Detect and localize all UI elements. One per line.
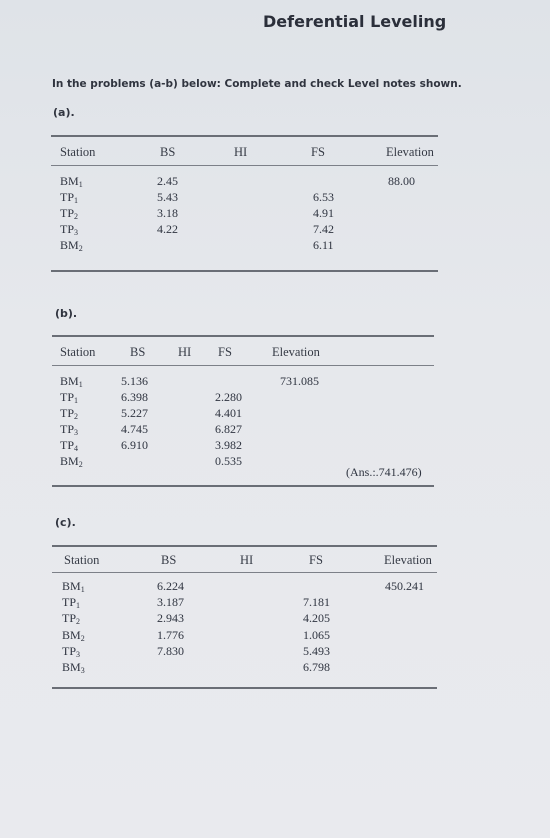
station-cell [62, 660, 85, 675]
bs-cell: 5.227 [121, 406, 148, 420]
column-header: FS [309, 553, 323, 567]
column-header: FS [311, 145, 325, 159]
table-rule [52, 365, 434, 366]
station-name: TP [60, 422, 75, 436]
column-header: Elevation [272, 345, 320, 359]
table-rule [51, 270, 438, 272]
bs-cell: 5.43 [157, 190, 178, 204]
table-rule [51, 165, 438, 166]
station-cell [60, 174, 83, 189]
station-name: BM [60, 238, 79, 252]
bs-cell: 5.136 [121, 374, 148, 388]
fs-cell: 7.181 [303, 595, 330, 610]
table-rule [52, 485, 434, 487]
station-subscript: 2 [74, 212, 79, 221]
station-subscript: 2 [78, 460, 83, 469]
station-cell [60, 454, 83, 469]
station-cell [60, 438, 78, 453]
column-header: HI [234, 145, 248, 159]
table-rule [51, 135, 438, 137]
problem-label: (c). [55, 516, 76, 529]
table-rule [52, 335, 434, 337]
bs-cell: 4.745 [121, 422, 148, 436]
station-cell [60, 206, 78, 221]
station-name: TP [60, 390, 75, 404]
station-cell [62, 595, 80, 610]
column-header: Station [64, 553, 100, 567]
station-cell [60, 422, 78, 437]
column-header: HI [240, 553, 254, 567]
station-subscript: 3 [74, 228, 79, 237]
fs-cell: 4.401 [215, 406, 242, 420]
column-header: FS [218, 345, 232, 359]
station-cell [62, 611, 80, 626]
station-name: TP [60, 438, 75, 452]
column-header: Elevation [384, 553, 432, 567]
elev-cell: 88.00 [388, 174, 415, 188]
station-cell [60, 222, 78, 237]
station-subscript: 2 [80, 633, 85, 643]
station-name: TP [60, 222, 75, 236]
fs-cell: 4.205 [303, 611, 330, 626]
fs-cell: 3.982 [215, 438, 242, 452]
station-name: BM [60, 454, 79, 468]
table-rule [52, 687, 437, 689]
table-rule [52, 572, 437, 573]
fs-cell: 7.42 [313, 222, 334, 236]
problem-label: (a). [53, 106, 75, 119]
column-header: BS [130, 345, 146, 359]
bs-cell: 6.398 [121, 390, 148, 404]
bs-cell: 3.187 [157, 595, 184, 610]
fs-cell: 6.827 [215, 422, 242, 436]
fs-cell: 1.065 [303, 627, 330, 642]
station-cell [60, 374, 83, 389]
column-header: Station [60, 345, 96, 359]
bs-cell: 7.830 [157, 643, 184, 658]
station-name: BM [60, 374, 79, 388]
station-name: TP [60, 190, 75, 204]
station-subscript: 2 [76, 617, 81, 627]
answer-note: (Ans.:.741.476) [346, 465, 422, 479]
station-subscript: 1 [76, 601, 81, 611]
fs-cell: 2.280 [215, 390, 242, 404]
bs-cell: 6.224 [157, 579, 184, 593]
elev-cell: 450.241 [385, 579, 424, 593]
station-name: BM [62, 660, 81, 674]
bs-cell: 6.910 [121, 438, 148, 452]
station-name: TP [62, 643, 77, 658]
station-name: BM [62, 627, 81, 642]
column-header: BS [161, 553, 177, 567]
column-header: Station [60, 145, 96, 159]
station-subscript: 1 [78, 180, 83, 189]
bs-cell: 1.776 [157, 627, 184, 642]
station-subscript: 2 [78, 244, 83, 253]
fs-cell: 0.535 [215, 454, 242, 468]
column-header: HI [178, 345, 192, 359]
station-cell [60, 238, 83, 253]
station-cell [60, 390, 78, 405]
page-title: Deferential Leveling [263, 12, 447, 31]
station-subscript: 4 [74, 444, 79, 453]
column-header: Elevation [386, 145, 434, 159]
instruction-text: In the problems (a-b) below: Complete and check Level notes shown. [52, 78, 462, 90]
station-subscript: 1 [74, 196, 79, 205]
fs-cell: 6.11 [313, 238, 334, 252]
bs-cell: 2.45 [157, 174, 178, 188]
station-subscript: 1 [78, 380, 83, 389]
bs-cell: 2.943 [157, 611, 184, 626]
station-subscript: 3 [74, 428, 79, 437]
problem-label: (b). [55, 307, 78, 320]
fs-cell: 6.798 [303, 660, 330, 674]
elev-cell: 731.085 [280, 374, 319, 388]
station-name: TP [62, 611, 77, 626]
station-name: TP [60, 406, 75, 420]
station-cell [60, 190, 78, 205]
bs-cell: 3.18 [157, 206, 178, 220]
station-subscript: 3 [80, 666, 85, 675]
column-header: BS [160, 145, 176, 159]
station-cell [62, 644, 80, 659]
station-subscript: 1 [74, 396, 79, 405]
fs-cell: 6.53 [313, 190, 334, 204]
station-subscript: 3 [76, 649, 81, 659]
station-name: TP [60, 206, 75, 220]
table-rule [52, 545, 437, 547]
station-cell [62, 628, 85, 643]
fs-cell: 5.493 [303, 643, 330, 658]
station-subscript: 1 [80, 585, 85, 594]
station-subscript: 2 [74, 412, 79, 421]
station-name: BM [60, 174, 79, 188]
station-cell [62, 579, 85, 594]
bs-cell: 4.22 [157, 222, 178, 236]
fs-cell: 4.91 [313, 206, 334, 220]
station-name: BM [62, 579, 81, 593]
station-cell [60, 406, 78, 421]
station-name: TP [62, 595, 77, 610]
